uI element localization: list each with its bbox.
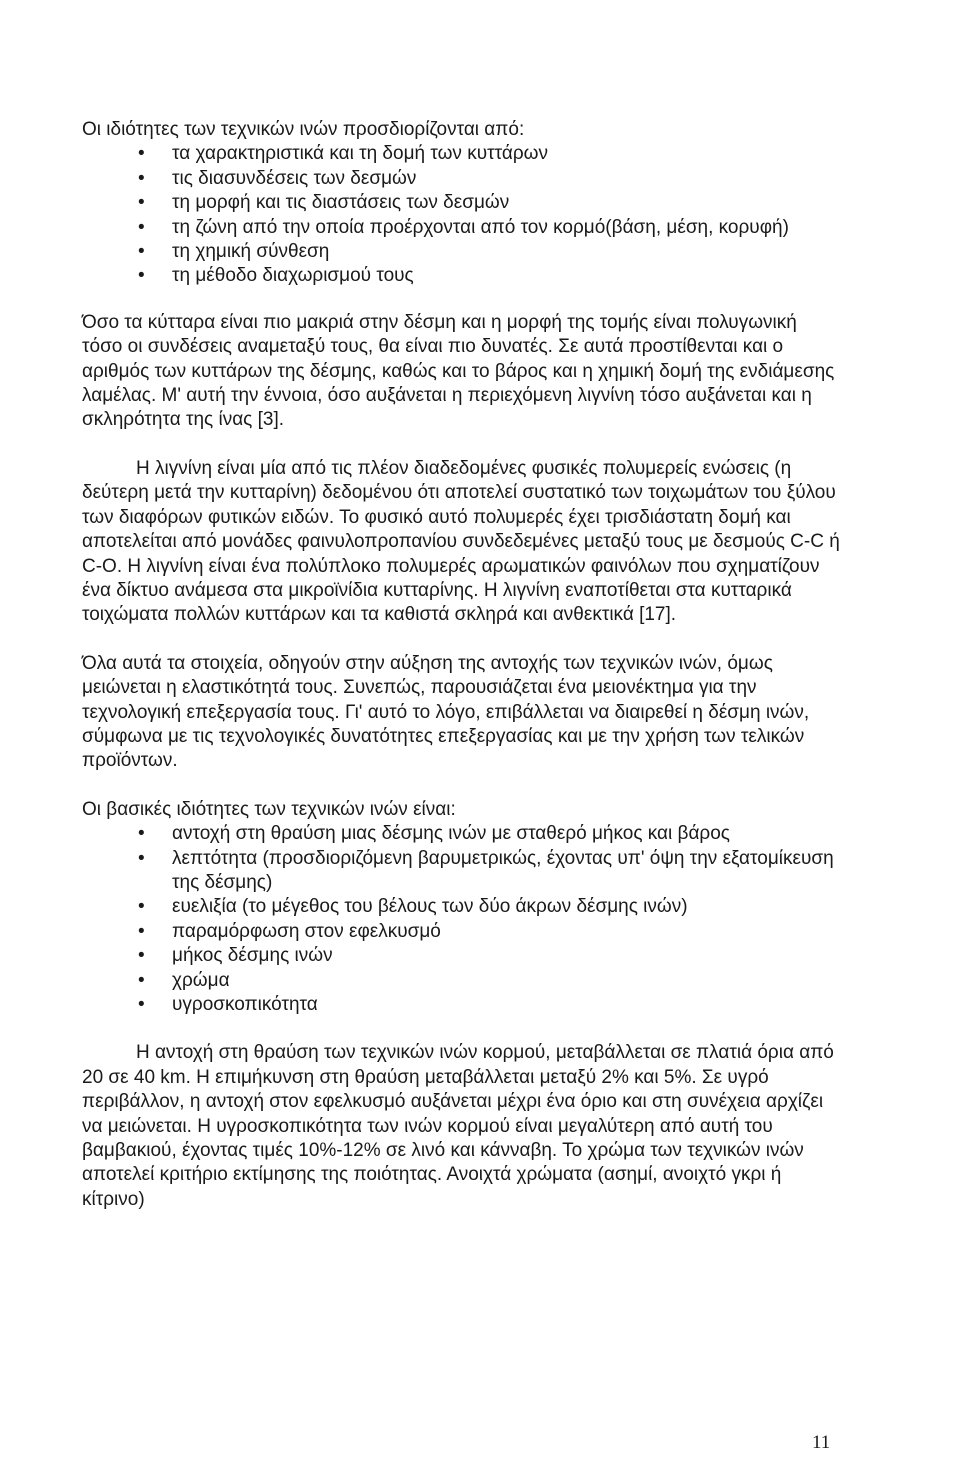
list-item: • ευελιξία (το μέγεθος του βέλους των δύο άκρων δέσμης ινών)	[82, 895, 842, 919]
property-determinants-list	[82, 142, 842, 288]
list-item: • μήκος δέσμης ινών	[82, 944, 842, 968]
page-body	[82, 118, 842, 1212]
list-item: • χρώμα	[82, 969, 842, 993]
paragraph-lignin: Η λιγνίνη είναι μία από τις πλέον διαδεδομένες φυσικές πολυμερείς ενώσεις (η δεύτερη μετά την κυτταρίνη) δεδομένου ότι αποτελεί συστατικό των τοιχωμάτων του ξύλου των διαφόρων φυτικών ειδών. Το φυσικό αυτό πολυμερές έχει τρισδιάστατη δομή και αποτελείται από μονάδες φαινυλοπροπανίου συνδεδεμένες μεταξύ τους με δεσμούς C-C ή C-O. Η λιγνίνη είναι ένα πολύπλοκο πολυμερές αρωματικών φαινόλων που σχηματίζουν ένα δίκτυο ανάμεσα στα μικροϊνίδια κυτταρίνης. Η λιγνίνη εναποτίθεται στα κυτταρικά τοιχώματα πολλών κυττάρων και τα καθιστά σκληρά και ανθεκτικά [17].	[82, 457, 840, 626]
paragraph-tensile-strength: Η αντοχή στη θραύση των τεχνικών ινών κορμού, μεταβάλλεται σε πλατιά όρια από 20 σε 40 km. Η επιμήκυνση στη θραύση μεταβάλλεται μεταξύ 2% και 5%. Σε υγρό περιβάλλον, η αντοχή στον εφελκυσμό αυξάνεται μέχρι ένα όριο και στη συνέχεια αρχίζει να μειώνεται. Η υγροσκοπικότητα των ινών κορμού είναι μεγαλύτερη από αυτή του βαμβακιού, έχοντας τιμές 10%-12% σε λινό και κάνναβη. Το χρώμα των τεχνικών ινών αποτελεί κριτήριο εκτίμησης της ποιότητας. Ανοιχτά χρώματα (ασημί, ανοιχτό γκρι ή κίτρινο)	[82, 1042, 834, 1210]
list-item: • λεπτότητα (προσδιοριζόμενη βαρυμετρικώς, έχοντας υπ' όψη την εξατομίκευση της δέσμης)	[82, 847, 842, 896]
paragraph-strength: Όλα αυτά τα στοιχεία, οδηγούν στην αύξηση της αντοχής των τεχνικών ινών, όμως μειώνεται η ελαστικότητά τους. Συνεπώς, παρουσιάζεται ένα μειονέκτημα για την τεχνολογική επεξεργασία τους. Γι' αυτό το λόγο, επιβάλλεται να διαιρεθεί η δέσμη ινών, σύμφωνα με τις τεχνολογικές δυνατότητες επεξεργασίας και με την χρήση των τελικών προϊόντων.	[82, 652, 810, 772]
list-item: • τα χαρακτηριστικά και τη δομή των κυττάρων	[82, 142, 842, 166]
intro-sentence: Οι ιδιότητες των τεχνικών ινών προσδιορίζονται από:	[82, 119, 525, 140]
list-item: • υγροσκοπικότητα	[82, 993, 842, 1017]
intro-basic-properties: Οι βασικές ιδιότητες των τεχνικών ινών είναι:	[82, 798, 456, 820]
page-number: 11	[812, 1432, 831, 1453]
list-item: • τη μέθοδο διαχωρισμού τους	[82, 264, 842, 288]
paragraph-cell-length: Όσο τα κύτταρα είναι πιο μακριά στην δέσμη και η μορφή της τομής είναι πολυγωνική τόσο οι συνδέσεις αναμεταξύ τους, θα είναι πιο δυνατές. Σε αυτά προστίθενται και ο αριθμός των κυττάρων της δέσμης, καθώς και το βάρος και η χημική δομή της ενδιάμεσης λαμέλας. Μ' αυτή την έννοια, όσο αυξάνεται η περιεχόμενη λιγνίνη τόσο αυξάνεται και η σκληρότητα της ίνας [3].	[82, 311, 835, 431]
list-item: • τη ζώνη από την οποία προέρχονται από τον κορμό(βάση, μέση, κορυφή)	[82, 216, 842, 240]
list-item: • τη μορφή και τις διαστάσεις των δεσμών	[82, 191, 842, 215]
list-item: • αντοχή στη θραύση μιας δέσμης ινών με σταθερό μήκος και βάρος	[82, 822, 842, 846]
list-item: • παραμόρφωση στον εφελκυσμό	[82, 920, 842, 944]
list-item: • τις διασυνδέσεις των δεσμών	[82, 167, 842, 191]
basic-properties-list	[82, 822, 842, 1017]
list-item: • τη χημική σύνθεση	[82, 240, 842, 264]
